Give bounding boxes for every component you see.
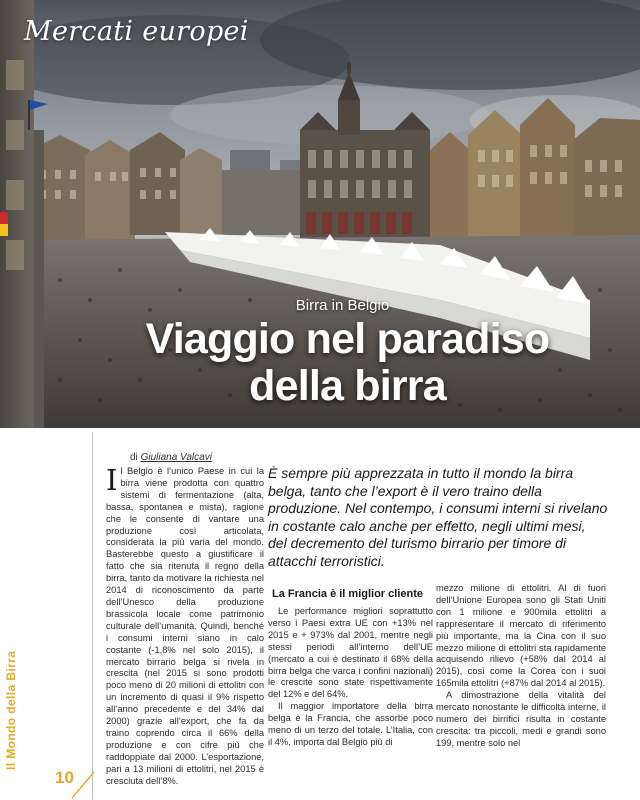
article-kicker: Birra in Belgio (295, 297, 390, 314)
body-paragraph: mezzo milione di ettolitri. Al di fuori dell’Unione Europea sono gli Stati Uniti con 1 milione e 900mila ettolitri a rappresentare il mercato di riferimento più importante, ma la Cina con il suo mezzo milione di ettolitri sta rapidamente acquisendo rilievo (+58% dal 2014 al 2015), così come la Corea con i suoi 165mila ettolitri (+87% dal 2014 al 2015). (436, 583, 606, 689)
body-paragraph (106, 463, 264, 787)
body-paragraph: Le performance migliori soprattutto verso i Paesi extra UE con +13% nel 2015 e + 973% dal 2001, mentre negli stessi periodi all’interno dell’UE (mercato a cui è destinato il 68% della birra belga che varca i confini nazionali) le crescite sono state rispettivamente del 12% e del 64%. (268, 606, 433, 700)
body-column-3 (436, 583, 606, 750)
byline (130, 452, 212, 463)
article-headline (0, 316, 640, 410)
body-paragraph: A dimostrazione della vitalità del mercato nonostante le difficoltà interne, il numero dei birrifici risulta in costante crescita: tra piccoli, medi e grandi sono 199, mentre solo nel (436, 690, 606, 748)
drop-cap: I (106, 463, 118, 497)
column-divider (92, 432, 93, 800)
article-lead: È sempre più apprezzata in tutto il mondo la birra belga, tanto che l’export è il vero traino della produzione. Nel contempo, i consumi interni si rivelano in costante calo anche per effetto, negli ultimi mesi, del decremento del turismo birrario per timore di attacchi terroristici. (268, 465, 608, 569)
paragraph-text: l Belgio è l’unico Paese in cui la birra viene prodotta con quattro sistemi di fermentazione (alta, bassa, spontanea e mista), ragione che le consente di vantare una produzione così articolata, considerata la più varia del mondo. Basterebbe questo a giustificare il fatto che sia ritenuta il regno della birra, tanto da motivare la richiesta nel 2014 di riconoscimento da parte dell’Unesco della produzione brassicola locale come patrimonio culturale dell’umanità. Quindi, benché i consumi interni siano in calo costante (-1,8% nel solo 2015), il mercato birrario belga si rivela in crescita (nel 2015 si sono prodotti poco meno di 20 milioni di ettolitri con un incremento di quasi il 9% rispetto all’anno precedente e del 34% dal 2000) grazie all’export, che fa da traino coprendo circa il 66% della produzione e con cifre più che raddoppiate dal 2000. L’esportazione, pari a 13 milioni di ettolitri, nel 2015 è cresciuta dell’8%. (106, 466, 264, 786)
headline-line-2: della birra (249, 362, 446, 410)
body-paragraph: Il maggior importatore della birra belga è la Francia, che assorbe poco meno di un terzo del totale. L’Italia, con il 4%, importa dal Belgio più di (268, 701, 433, 747)
body-column-2 (268, 588, 433, 749)
section-title: Mercati europei (24, 16, 249, 47)
headline-line-1: Viaggio nel paradiso (145, 315, 550, 363)
page-number: 10 (55, 768, 74, 787)
byline-prefix: di (130, 452, 138, 463)
magazine-name: Il Mondo della Birra (4, 650, 18, 770)
byline-author: Giuliana Valcavi (140, 452, 212, 463)
body-column-1 (106, 463, 264, 787)
subheading: La Francia è il miglior cliente (272, 588, 423, 600)
